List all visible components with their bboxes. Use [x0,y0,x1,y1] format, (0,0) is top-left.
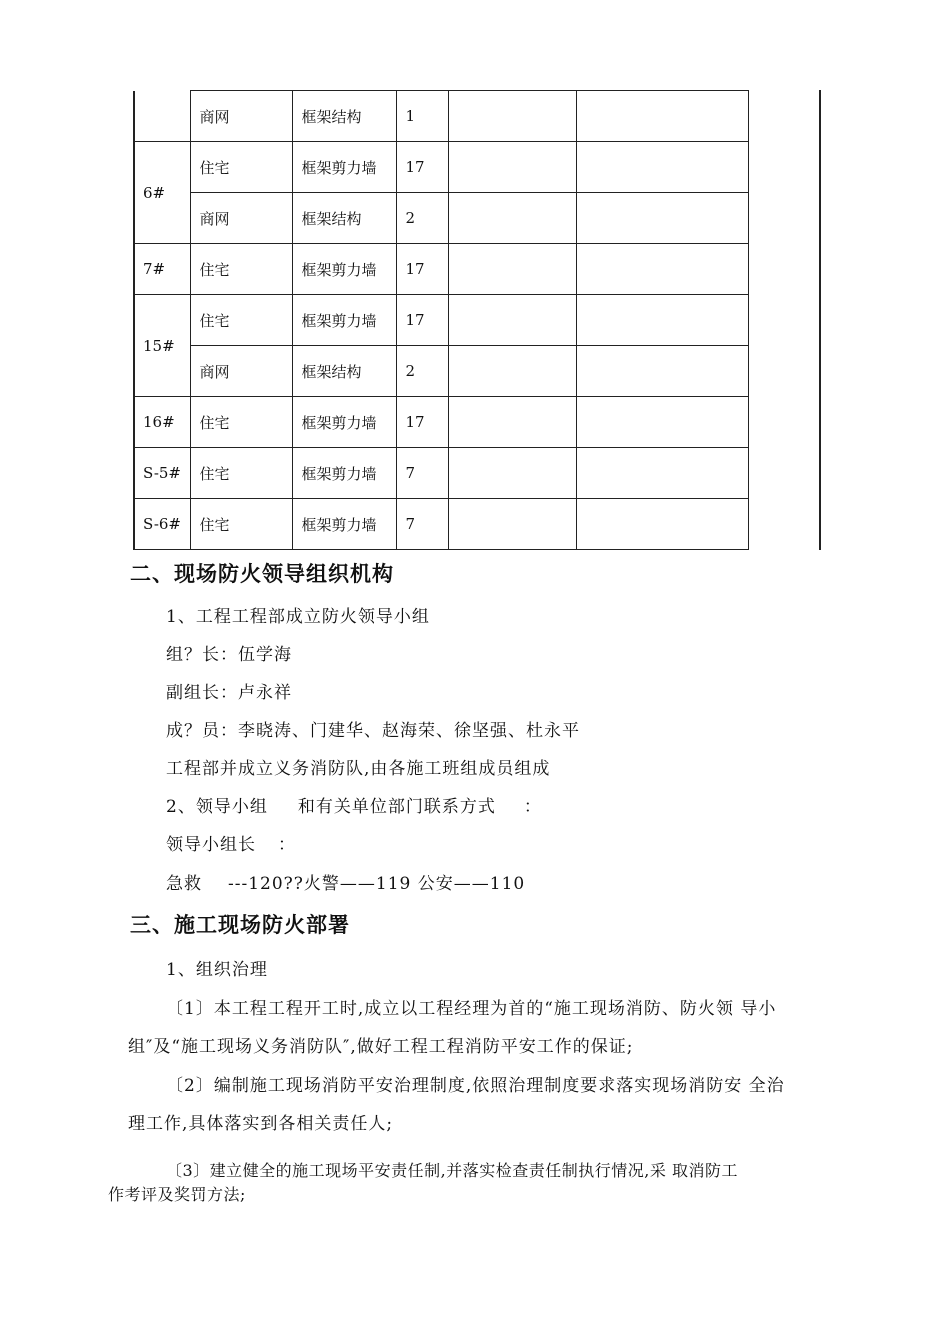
empty-cell [448,193,576,244]
structure-cell: 框架剪力墙 [292,142,396,193]
use-cell: 商网 [190,346,292,397]
use-cell: 住宅 [190,499,292,550]
empty-cell [448,397,576,448]
floors-cell: 1 [396,91,448,142]
structure-cell: 框架剪力墙 [292,295,396,346]
text-segment: ： [278,835,296,855]
paragraph [166,869,525,894]
structure-cell: 框架剪力墙 [292,499,396,550]
text-segment: 领导小组长 [166,835,256,855]
building-cell: 15# [134,295,190,397]
structure-cell: 框架剪力墙 [292,397,396,448]
table-row [134,346,748,397]
use-cell: 住宅 [190,244,292,295]
paragraph: 组？长：伍学海 [166,645,292,665]
empty-cell [576,142,748,193]
floors-cell: 7 [396,499,448,550]
table-row [134,142,748,193]
empty-cell [576,448,748,499]
empty-cell [448,295,576,346]
paragraph: 1、组织治理 [166,960,268,980]
floors-cell: 17 [396,142,448,193]
use-cell: 住宅 [190,448,292,499]
table-right-border [819,90,821,550]
building-cell: 16# [134,397,190,448]
structure-cell: 框架结构 [292,91,396,142]
structure-cell: 框架结构 [292,346,396,397]
text-segment: ： [523,797,542,817]
building-cell: S-5# [134,448,190,499]
paragraph: 副组长：卢永祥 [166,683,292,703]
use-cell: 商网 [190,91,292,142]
floors-cell: 2 [396,193,448,244]
empty-cell [576,499,748,550]
text-segment: 2、领导小组 [166,797,268,817]
structure-cell: 框架结构 [292,193,396,244]
paragraph: 〔2〕编制施工现场消防平安治理制度,依照治理制度要求落实现场消防安 全治 [166,1076,785,1096]
empty-cell [576,193,748,244]
empty-cell [576,346,748,397]
table-row [134,244,748,295]
paragraph: 理工作,具体落实到各相关责任人; [128,1114,394,1134]
floors-cell: 17 [396,397,448,448]
empty-cell [448,346,576,397]
use-cell: 住宅 [190,397,292,448]
table-row [134,193,748,244]
text-segment: 急救 [166,874,202,894]
text-segment: ---120??火警——119 公安——110 [228,874,526,894]
structure-table [133,90,749,550]
empty-cell [448,499,576,550]
paragraph: 〔3〕建立健全的施工现场平安责任制,并落实检查责任制执行情况,采 取消防工 [166,1161,738,1180]
building-structure-table [133,90,821,550]
use-cell: 住宅 [190,295,292,346]
empty-cell [576,397,748,448]
empty-cell [448,448,576,499]
empty-cell [448,142,576,193]
empty-cell [576,295,748,346]
empty-cell [576,91,748,142]
empty-cell [448,91,576,142]
paragraph: 组″及“施工现场义务消防队″,做好工程工程消防平安工作的保证; [128,1037,634,1057]
table-row [134,295,748,346]
paragraph: 1、工程工程部成立防火领导小组 [166,607,430,627]
paragraph: 工程部并成立义务消防队,由各施工班组成员组成 [166,759,551,779]
building-cell: S-6# [134,499,190,550]
paragraph: 作考评及奖罚方法; [108,1185,246,1204]
table-row [134,397,748,448]
text-segment: 和有关单位部门联系方式 [297,797,496,817]
building-cell: 7# [134,244,190,295]
paragraph [166,830,296,855]
section-heading: 三、施工现场防火部署 [130,913,350,937]
floors-cell: 2 [396,346,448,397]
empty-cell [448,244,576,295]
floors-cell: 17 [396,244,448,295]
building-cell: 6# [134,142,190,244]
table-row [134,499,748,550]
use-cell: 商网 [190,193,292,244]
table-row [134,448,748,499]
paragraph: 成？员：李晓涛、门建华、赵海荣、徐坚强、杜永平 [166,721,580,741]
section-heading: 二、现场防火领导组织机构 [130,562,394,586]
building-cell [134,91,190,142]
floors-cell: 17 [396,295,448,346]
structure-cell: 框架剪力墙 [292,244,396,295]
empty-cell [576,244,748,295]
table-row [134,91,748,142]
paragraph [166,792,542,817]
structure-cell: 框架剪力墙 [292,448,396,499]
floors-cell: 7 [396,448,448,499]
use-cell: 住宅 [190,142,292,193]
paragraph: 〔1〕本工程工程开工时,成立以工程经理为首的“施工现场消防、防火领 导小 [166,999,777,1019]
